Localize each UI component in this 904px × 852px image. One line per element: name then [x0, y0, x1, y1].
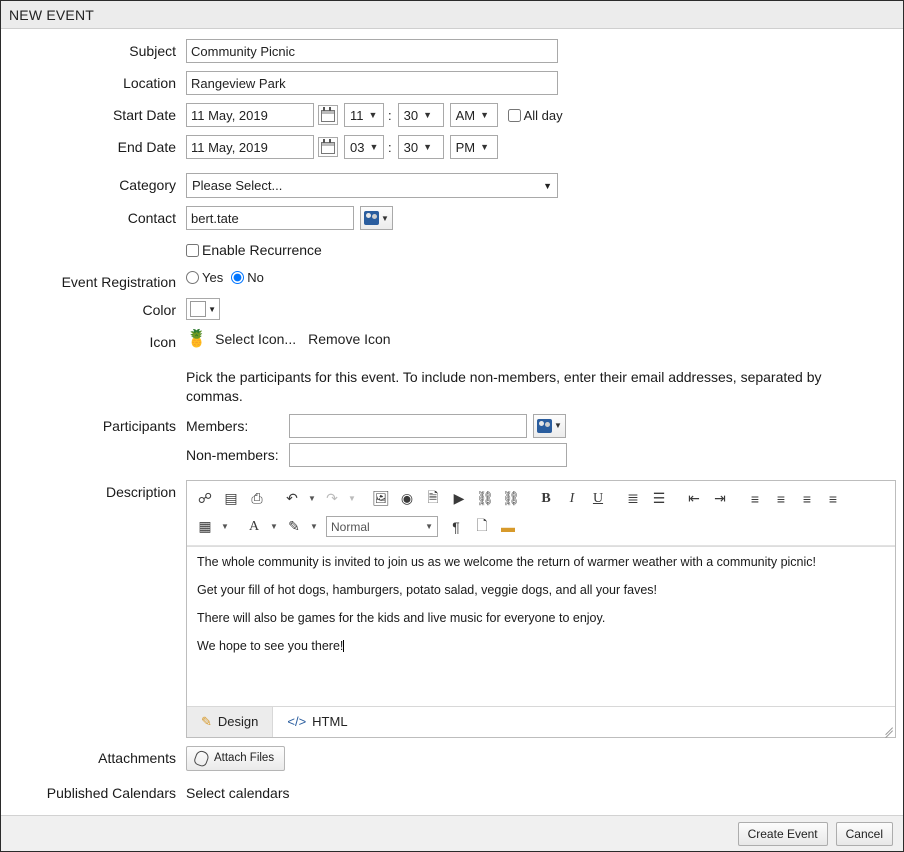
end-minute-value: 30: [403, 139, 419, 155]
contact-input[interactable]: [186, 206, 354, 230]
category-row: [11, 173, 893, 198]
chevron-down-icon: ▼: [543, 180, 552, 191]
chevron-down-icon: ▼: [208, 304, 216, 314]
align-center-icon[interactable]: ≡: [776, 490, 786, 507]
registration-no-radio[interactable]: [231, 271, 244, 284]
highlight-icon[interactable]: ✎: [288, 518, 300, 535]
description-paragraph-last: [197, 639, 885, 653]
start-hour-select[interactable]: [344, 103, 384, 127]
chevron-down-icon: ▼: [425, 522, 433, 532]
italic-icon[interactable]: I: [569, 490, 575, 506]
description-row: [11, 480, 893, 738]
enable-recurrence-checkbox[interactable]: [186, 244, 199, 257]
editor-view-tabs: [187, 706, 895, 737]
registration-yes-label: Yes: [202, 270, 224, 285]
location-row: [11, 71, 893, 95]
paragraph-style-value: Normal: [331, 519, 370, 534]
recurrence-spacer: [11, 242, 186, 246]
pineapple-icon: 🍍: [186, 329, 208, 348]
participants-help-text: Pick the participants for this event. To include non-members, enter their email addresses, separated by commas.: [186, 369, 822, 404]
insert-image-icon[interactable]: 🖼: [372, 490, 390, 507]
select-calendars-link[interactable]: Select calendars: [186, 784, 290, 801]
indent-icon[interactable]: ⇥: [714, 490, 726, 507]
subject-row: [11, 39, 893, 63]
location-field: [186, 71, 893, 95]
participants-help-row: [11, 368, 893, 406]
participants-help-spacer: [11, 368, 186, 372]
recurrence-field: [186, 242, 893, 258]
chevron-down-icon: ▼: [369, 142, 379, 152]
end-ampm-value: PM: [455, 139, 476, 155]
chevron-down-icon: ▼: [423, 142, 433, 152]
rich-text-editor: [186, 480, 896, 738]
text-direction-icon[interactable]: ¶: [452, 518, 460, 535]
start-date-label: Start Date: [112, 107, 176, 123]
select-icon-link[interactable]: Select Icon...: [215, 330, 297, 347]
description-paragraph-text: We hope to see you there!: [197, 638, 344, 653]
tab-design-label: Design: [217, 714, 259, 730]
window-titlebar: [1, 1, 903, 29]
chevron-down-icon: ▼: [480, 142, 490, 152]
nonmembers-label: Non-members:: [186, 446, 279, 463]
tab-design[interactable]: [187, 707, 273, 737]
chevron-down-icon: ▼: [480, 110, 490, 120]
icon-label: Icon: [149, 334, 176, 350]
end-minute-select[interactable]: [398, 135, 444, 159]
form-scroll-area: [1, 29, 903, 841]
form-footer: [1, 815, 903, 851]
resize-grip-icon[interactable]: [883, 725, 893, 735]
justify-icon[interactable]: ≡: [828, 490, 838, 507]
paragraph-style-select[interactable]: [326, 516, 438, 537]
category-selected-value: Please Select...: [192, 178, 283, 193]
nonmembers-input[interactable]: [289, 443, 567, 467]
registration-no-label: No: [247, 270, 264, 285]
end-ampm-select[interactable]: [450, 135, 498, 159]
published-calendars-label: Published Calendars: [46, 784, 176, 801]
description-paragraph: Get your fill of hot dogs, hamburgers, potato salad, veggie dogs, and all your faves!: [197, 582, 657, 597]
color-swatch: [190, 301, 206, 317]
tab-html[interactable]: [273, 707, 361, 737]
participants-field: [186, 414, 893, 472]
description-paragraph: There will also be games for the kids and live music for everyone to enjoy.: [197, 610, 606, 625]
category-select[interactable]: [186, 173, 558, 198]
chevron-down-icon: ▼: [381, 213, 389, 223]
align-left-icon[interactable]: ≡: [750, 490, 760, 507]
create-event-button[interactable]: Create Event: [738, 822, 828, 846]
attachments-row: [11, 746, 893, 771]
event-registration-row: [11, 270, 893, 290]
end-hour-value: 03: [350, 139, 365, 155]
unlink-icon[interactable]: ⛓: [502, 490, 520, 507]
subject-label: Subject: [129, 43, 176, 59]
chevron-down-icon[interactable]: ▼: [310, 522, 318, 532]
paperclip-icon: [193, 749, 210, 768]
end-hour-select[interactable]: [344, 135, 384, 159]
end-date-input[interactable]: [186, 135, 314, 159]
undo-icon[interactable]: ↶: [286, 490, 298, 507]
participants-row: [11, 414, 893, 472]
editor-toolbar: [187, 481, 895, 546]
attach-files-label: Attach Files: [214, 752, 275, 765]
icon-row: [11, 330, 893, 350]
end-date-field: [186, 135, 893, 159]
participants-label: Participants: [102, 417, 176, 434]
color-field: [186, 298, 893, 320]
editor-toolbar-row-1: [193, 485, 889, 513]
remove-icon-link[interactable]: Remove Icon: [308, 330, 391, 347]
members-input[interactable]: [289, 414, 527, 438]
start-ampm-value: AM: [455, 107, 476, 123]
category-field: [186, 173, 893, 198]
chevron-down-icon[interactable]: ▼: [270, 522, 278, 532]
user-picker-button-contact[interactable]: [360, 206, 393, 230]
attachments-field: [186, 746, 893, 771]
paste-icon[interactable]: ▤: [224, 490, 238, 507]
find-replace-icon[interactable]: ☍: [197, 490, 213, 507]
chevron-down-icon[interactable]: ▼: [308, 494, 316, 504]
participants-grid: [186, 414, 567, 472]
calendar-icon-start[interactable]: [318, 105, 338, 125]
people-icon: [537, 419, 552, 433]
start-date-input[interactable]: [186, 103, 314, 127]
align-right-icon[interactable]: ≡: [802, 490, 812, 507]
insert-link-icon[interactable]: ⛓: [476, 490, 494, 507]
underline-icon[interactable]: U: [592, 490, 604, 506]
icon-field: [186, 330, 893, 347]
start-time-colon: :: [388, 107, 392, 123]
category-label: Category: [119, 177, 176, 193]
insert-media-icon[interactable]: ◉: [400, 490, 414, 507]
unordered-list-icon[interactable]: ☰: [652, 490, 666, 507]
published-calendars-field: [186, 781, 893, 801]
color-label: Color: [142, 302, 176, 318]
end-date-row: [11, 135, 893, 159]
participants-help-field: [186, 368, 893, 406]
people-icon: [364, 211, 379, 225]
description-field: [186, 480, 896, 738]
location-input[interactable]: [186, 71, 558, 95]
start-hour-value: 11: [350, 107, 364, 123]
chevron-down-icon[interactable]: ▼: [348, 494, 356, 504]
calendar-icon-end[interactable]: [318, 137, 338, 157]
chevron-down-icon: ▼: [368, 110, 378, 120]
subject-input[interactable]: [186, 39, 558, 63]
code-icon: </>: [287, 714, 307, 730]
contact-row: [11, 206, 893, 230]
all-day-wrapper: [508, 108, 563, 123]
start-date-row: [11, 103, 893, 127]
location-label: Location: [123, 75, 176, 91]
end-time-colon: :: [388, 139, 392, 155]
print-icon[interactable]: ⎙: [251, 490, 263, 507]
table-icon[interactable]: ▦: [198, 518, 212, 535]
contact-label: Contact: [127, 210, 176, 226]
color-row: [11, 298, 893, 320]
end-date-label: End Date: [117, 139, 176, 155]
description-paragraph: The whole community is invited to join us as we welcome the return of warmer weather with a community picnic!: [197, 554, 817, 569]
nonmembers-row: [186, 443, 567, 467]
registration-yes-radio[interactable]: [186, 271, 199, 284]
paste-plain-icon[interactable]: 🗋: [476, 516, 488, 533]
recurrence-row: [11, 242, 893, 258]
contact-field: [186, 206, 893, 230]
color-select[interactable]: [186, 298, 220, 320]
members-label: Members:: [186, 417, 249, 434]
insert-video-icon[interactable]: ▶: [453, 490, 465, 507]
tab-html-label: HTML: [312, 714, 348, 730]
text-caret: [343, 640, 344, 652]
enable-recurrence-label: Enable Recurrence: [202, 242, 322, 258]
published-calendars-row: [11, 781, 893, 801]
cancel-button[interactable]: Cancel: [836, 822, 893, 846]
start-minute-select[interactable]: [398, 103, 444, 127]
chevron-down-icon[interactable]: ▼: [221, 522, 229, 532]
editor-toolbar-row-2: [193, 513, 889, 541]
start-date-field: [186, 103, 893, 127]
all-day-label: All day: [523, 107, 563, 123]
start-minute-value: 30: [403, 107, 419, 123]
module-icon[interactable]: ▬: [501, 518, 515, 535]
description-label: Description: [105, 483, 176, 500]
chevron-down-icon: ▼: [554, 421, 562, 431]
event-registration-label: Event Registration: [61, 274, 176, 290]
recurrence-wrapper: [186, 242, 322, 258]
redo-icon[interactable]: ↷: [326, 490, 338, 507]
user-picker-button-members[interactable]: [533, 414, 566, 438]
outdent-icon[interactable]: ⇤: [688, 490, 700, 507]
attachments-label: Attachments: [98, 749, 176, 766]
description-editor-body[interactable]: [187, 546, 895, 706]
page-title: NEW EVENT: [9, 6, 95, 23]
event-registration-field: [186, 270, 893, 285]
start-ampm-select[interactable]: [450, 103, 498, 127]
ordered-list-icon[interactable]: ≣: [627, 490, 639, 507]
members-row: [186, 414, 567, 438]
bold-icon[interactable]: B: [541, 490, 551, 506]
attach-files-button[interactable]: [186, 746, 285, 771]
chevron-down-icon: ▼: [423, 110, 433, 120]
pencil-icon: ✎: [201, 713, 212, 729]
new-event-form: [1, 29, 903, 801]
insert-document-icon[interactable]: 🗎: [427, 488, 439, 505]
font-color-icon[interactable]: A: [248, 518, 260, 534]
subject-field: [186, 39, 893, 63]
all-day-checkbox[interactable]: [508, 109, 521, 122]
